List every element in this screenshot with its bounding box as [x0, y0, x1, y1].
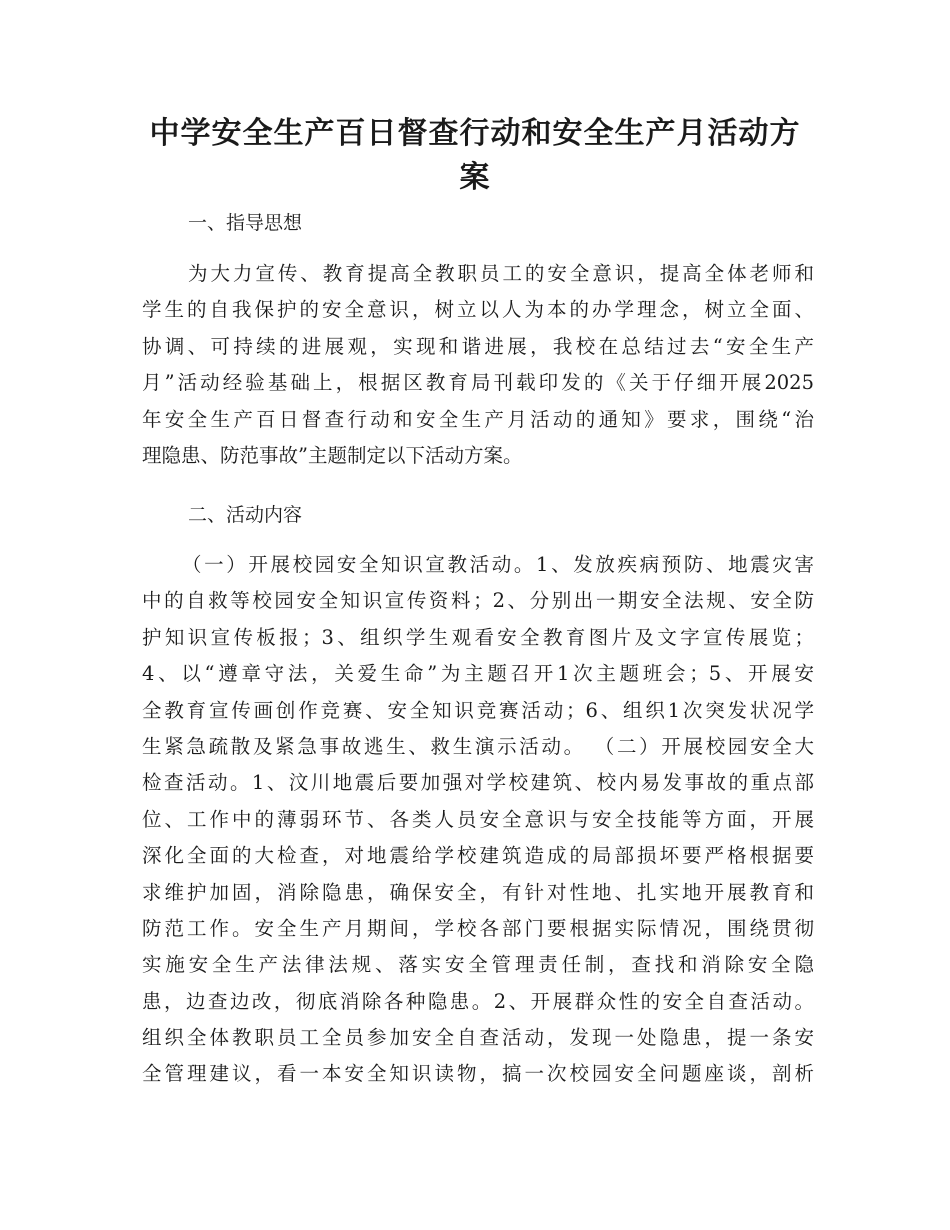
text-line: （一）开展校园安全知识宣教活动。1、发放疾病预防、地震灾害 [182, 553, 814, 576]
text-line: 年安全生产百日督查行动和安全生产月活动的通知》要求，围绕“治 [142, 407, 814, 431]
text-line: 协调、可持续的进展观，实现和谐进展，我校在总结过去“安全生产 [142, 334, 814, 358]
text-line: 组织全体教职员工全员参加安全自查活动，发现一处隐患，提一条安 [142, 1026, 814, 1050]
paragraph-guiding-thought [142, 256, 814, 474]
section-heading-guiding-thought: 一、指导思想 [188, 212, 303, 234]
paragraph-activity-content [142, 547, 814, 1093]
text-line: 生紧急疏散及紧急事故逃生、救生演示活动。 （二）开展校园安全大 [142, 734, 814, 758]
section-heading-activity-content: 二、活动内容 [188, 504, 303, 526]
title-line: 案 [459, 160, 491, 195]
text-line: 实施安全生产法律法规、落实安全管理责任制，查找和消除安全隐 [142, 953, 814, 977]
title-line: 中学安全生产百日督查行动和安全生产月活动方 [149, 116, 801, 151]
text-line: 求维护加固，消除隐患，确保安全，有针对性地、扎实地开展教育和 [142, 880, 814, 904]
text-line: 月”活动经验基础上，根据区教育局刊载印发的《关于仔细开展2025 [142, 371, 814, 395]
text-line: 全管理建议，看一本安全知识读物，搞一次校园安全问题座谈，剖析 [142, 1062, 814, 1086]
text-line: 护知识宣传板报；3、组织学生观看安全教育图片及文字宣传展览； [142, 625, 814, 649]
text-line: 患，边查边改，彻底消除各种隐患。2、开展群众性的安全自查活动。 [142, 989, 814, 1013]
text-line: 位、工作中的薄弱环节、各类人员安全意识与安全技能等方面，开展 [142, 807, 814, 831]
text-line: 为大力宣传、教育提高全教职员工的安全意识，提高全体老师和 [188, 262, 814, 285]
text-line: 深化全面的大检查，对地震给学校建筑造成的局部损坏要严格根据要 [142, 844, 814, 868]
text-line: 学生的自我保护的安全意识，树立以人为本的办学理念，树立全面、 [142, 298, 814, 322]
text-line: 全教育宣传画创作竞赛、安全知识竞赛活动；6、组织1次突发状况学 [142, 698, 814, 722]
text-line: 4、以“遵章守法，关爱生命”为主题召开1次主题班会；5、开展安 [142, 662, 814, 686]
text-line: 理隐患、防范事故”主题制定以下活动方案。 [142, 443, 523, 467]
document-title [140, 112, 810, 200]
text-line: 防范工作。安全生产月期间，学校各部门要根据实际情况，围绕贯彻 [142, 916, 814, 940]
text-line: 中的自救等校园安全知识宣传资料；2、分别出一期安全法规、安全防 [142, 589, 814, 613]
text-line: 检查活动。1、汶川地震后要加强对学校建筑、校内易发事故的重点部 [142, 771, 814, 795]
